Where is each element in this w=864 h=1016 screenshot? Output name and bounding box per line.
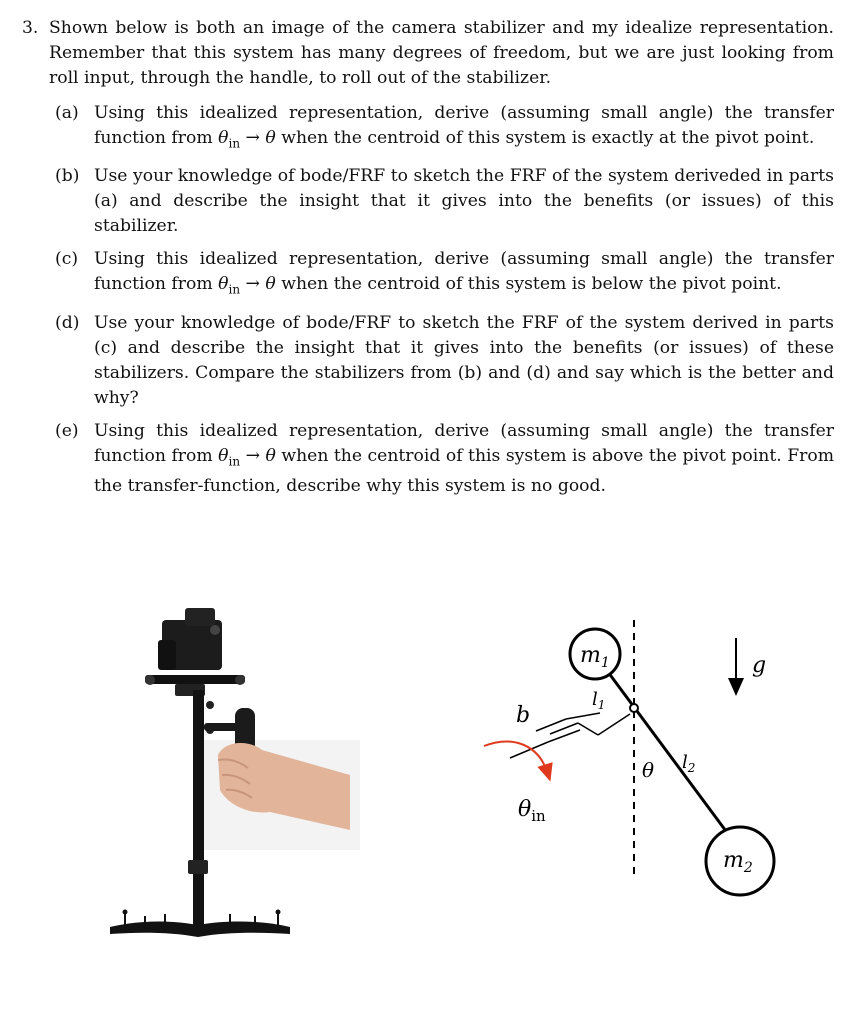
problem-3 [22, 16, 834, 507]
part-a [22, 101, 834, 156]
part-label: (c) [55, 249, 79, 270]
parts-list [22, 101, 834, 499]
gravity-label: g [752, 653, 767, 678]
part-text-pre: Using this idealized representation, derive (assuming small angle) the transfer function from [94, 420, 834, 466]
pivot-joint [630, 704, 638, 712]
part-text-post: when the centroid of this system is above the pivot point. From the transfer-function, describe why this system is no good. [94, 445, 834, 497]
theta-in-expr: $\theta_{in} \to \theta$ [218, 445, 276, 469]
mass-m2 [706, 827, 774, 895]
damping-label: b [516, 703, 531, 728]
pendulum-rod [608, 672, 740, 850]
stabilizer-photo [50, 590, 360, 950]
part-text-pre: Use your knowledge of bode/FRF to sketch the FRF of the system derived in parts (c) and describe the insight that it gives into the benefits (or issues) of these stabilizers. Compare the stabilizers from (b) and (d) and say which is the better and why? [94, 312, 834, 408]
figure [0, 570, 864, 970]
central-post [193, 690, 204, 935]
part-b [22, 164, 834, 239]
length-l2-label: $l_2$ [682, 752, 696, 775]
theta-in-expr: $\theta_{in} \to \theta$ [218, 274, 276, 297]
part-label: (a) [55, 103, 79, 123]
part-d [22, 311, 834, 411]
part-text-post: when the centroid of this system is below the pivot point. [275, 274, 782, 295]
part-text-pre: Using this idealized representation, derive (assuming small angle) the transfer function from [94, 103, 834, 148]
theta-in-expr: $\theta_{in} \to \theta$ [218, 128, 276, 151]
part-text-pre: Using this idealized representation, derive (assuming small angle) the transfer function from [94, 249, 834, 295]
svg-text:m2: $m_2$ [723, 848, 753, 876]
part-text-post: when the centroid of this system is exactly at the pivot point. [275, 128, 815, 148]
mass-m1 [570, 629, 620, 679]
part-label: (d) [55, 312, 80, 333]
camera-icon [158, 608, 222, 670]
problem-number: 3. [22, 18, 39, 38]
part-label: (b) [55, 166, 80, 187]
part-label: (e) [55, 420, 79, 441]
theta-in-label: $\theta_{in}$ [518, 797, 546, 825]
problem-intro: Shown below is both an image of the camera stabilizer and my idealize representation. Remember that this system has many degrees of freedom, but we are just looking from roll input, through the handle, to roll out of the stabilizer. [49, 18, 834, 88]
part-c [22, 247, 834, 302]
theta-label: θ [642, 758, 655, 782]
length-l1-label: $l_1$ [592, 689, 606, 712]
idealized-diagram [470, 610, 810, 910]
part-e [22, 419, 834, 499]
svg-text:m1: $m_1$ [580, 643, 610, 671]
part-text-pre: Use your knowledge of bode/FRF to sketch the FRF of the system deriveded in parts (a) and describe the insight that it gives into the benefits (or issues) of this stabilizer. [94, 166, 834, 237]
